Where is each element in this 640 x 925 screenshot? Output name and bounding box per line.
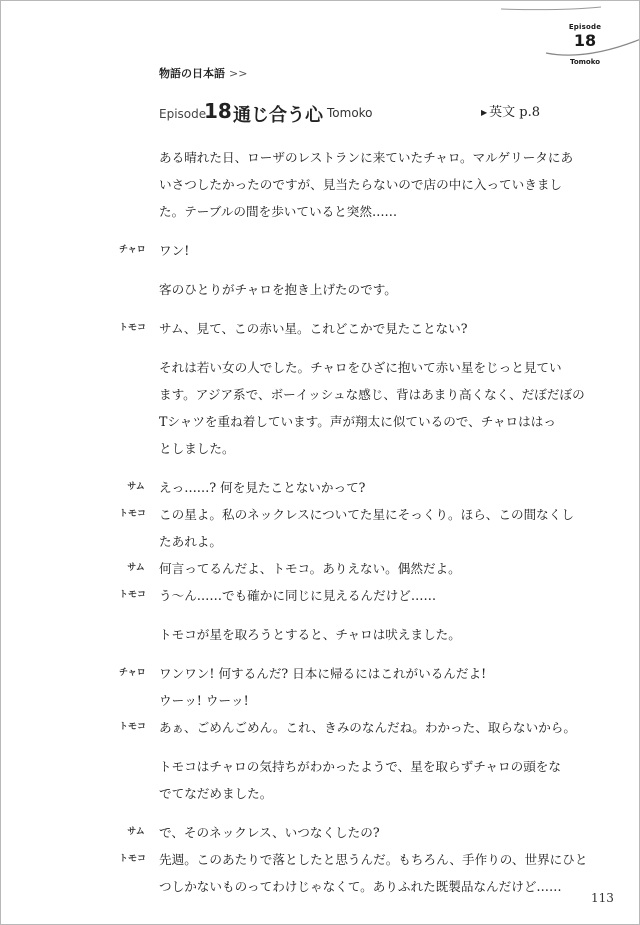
text-line: えっ……? 何を見たことないかって? <box>159 480 366 495</box>
text-line: ます。アジア系で、ボーイッシュな感じ、背はあまり高くなく、だぼだぼの <box>159 387 585 402</box>
corner-arc-decoration <box>1 1 640 81</box>
text-line: でてなだめました。 <box>159 786 273 801</box>
speaker-label: トモコ <box>119 722 147 732</box>
english-reference <box>481 101 540 120</box>
narration-paragraph <box>119 354 585 462</box>
text-line: 客のひとりがチャロを抱き上げたのです。 <box>159 282 397 297</box>
story-body <box>119 144 588 900</box>
speaker-label: サム <box>127 827 145 837</box>
text-line: 何言ってるんだよ、トモコ。ありえない。偶然だよ。 <box>159 561 461 576</box>
text-line: それは若い女の人でした。チャロをひざに抱いて赤い星をじっと見てい <box>159 360 562 375</box>
text-line: た。テーブルの間を歩いていると突然…… <box>159 204 398 219</box>
speaker-label: チャロ <box>119 245 146 255</box>
text-line: この星よ。私のネックレスについてた星にそっくり。ほら、この間なくし <box>159 507 574 522</box>
text-line: トモコが星を取ろうとすると、チャロは吠えました。 <box>159 627 461 642</box>
narration-paragraph <box>119 144 574 225</box>
speaker-label: チャロ <box>119 668 146 678</box>
dialog-line <box>119 819 559 846</box>
text-line: ワン! <box>159 243 190 258</box>
dialog-line <box>119 660 559 714</box>
narration-paragraph <box>119 276 559 303</box>
text-line: で、そのネックレス、いつなくしたの? <box>159 825 380 840</box>
corner-episode-number: 18 <box>573 31 597 50</box>
text-line: ある晴れた日、ローザのレストランに来ていたチャロ。マルゲリータにあ <box>159 150 574 165</box>
speaker-label: トモコ <box>119 854 147 864</box>
text-line: いさつしたかったのですが、見当たらないので店の中に入っていきまし <box>159 177 562 192</box>
dialog-line <box>119 846 588 900</box>
episode-number: 18 <box>204 99 232 123</box>
page-number: 113 <box>591 891 614 905</box>
dialog-line <box>119 582 559 609</box>
speaker-label: トモコ <box>119 509 147 519</box>
corner-episode-label: Episode <box>568 23 602 31</box>
speaker-label: トモコ <box>119 590 147 600</box>
text-line: としました。 <box>159 441 235 456</box>
episode-label: Episode <box>159 107 207 121</box>
narration-paragraph <box>119 621 559 648</box>
text-line: ワンワン! 何するんだ? 日本に帰るにはこれがいるんだよ! <box>159 666 487 681</box>
section-title: 物語の日本語 <box>159 67 225 80</box>
narration-paragraph <box>119 753 559 807</box>
dialog-line <box>119 315 559 342</box>
corner-character-name: Tomoko <box>569 58 601 66</box>
speaker-label: サム <box>127 482 145 492</box>
text-line: Tシャツを重ね着しています。声が翔太に似ているので、チャロははっ <box>159 414 556 429</box>
section-header <box>159 65 247 81</box>
english-reference-text: 英文 p.8 <box>489 105 541 120</box>
triangle-icon: ▶ <box>481 108 488 117</box>
dialog-line <box>119 237 559 264</box>
dialog-line <box>119 501 574 555</box>
text-line: サム、見て、この赤い星。これどこかで見たことない? <box>159 321 468 336</box>
text-line: う～ん……でも確かに同じに見えるんだけど…… <box>159 588 437 603</box>
speaker-label: サム <box>127 563 145 573</box>
episode-title: 通じ合う心 <box>233 105 323 126</box>
text-line: つしかないものってわけじゃなくて。ありふれた既製品なんだけど…… <box>159 879 562 894</box>
section-arrows: >> <box>229 67 248 80</box>
dialog-line <box>119 474 559 501</box>
speaker-label: トモコ <box>119 323 147 333</box>
text-line: たあれよ。 <box>159 534 222 549</box>
dialog-line <box>119 555 559 582</box>
text-line: ウーッ! ウーッ! <box>159 693 249 708</box>
text-line: トモコはチャロの気持ちがわかったようで、星を取らずチャロの頭をな <box>159 759 561 774</box>
text-line: 先週。このあたりで落としたと思うんだ。もちろん、手作りの、世界にひと <box>159 852 588 867</box>
text-line: あぁ、ごめんごめん。これ、きみのなんだね。わかった、取らないから。 <box>159 720 576 735</box>
episode-character-name: Tomoko <box>327 106 373 120</box>
dialog-line <box>119 714 576 741</box>
